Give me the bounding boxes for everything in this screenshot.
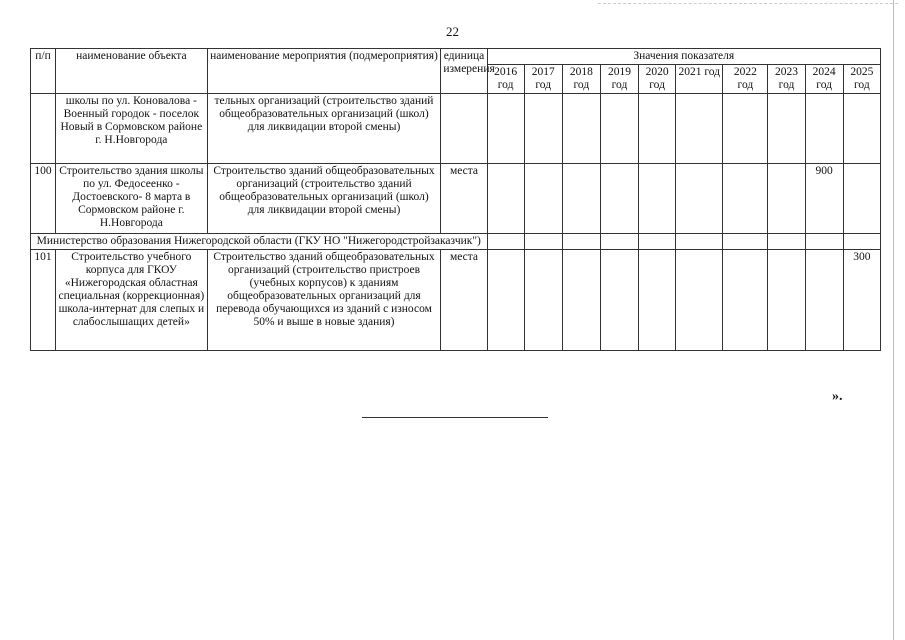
closing-mark: ».	[832, 389, 843, 404]
scan-edge-right	[893, 0, 894, 640]
value-cell	[843, 164, 880, 234]
value-cell	[768, 250, 805, 351]
header-year: 2016 год	[487, 65, 524, 94]
value-cell	[524, 94, 562, 164]
value-cell	[562, 250, 600, 351]
value-cell	[723, 250, 768, 351]
value-cell	[768, 164, 805, 234]
table-row	[31, 164, 881, 234]
row-num: 100	[31, 164, 56, 234]
value-cell	[676, 234, 723, 250]
value-cell	[676, 94, 723, 164]
unit-cell: места	[441, 250, 487, 351]
table-row	[31, 94, 881, 164]
row-num: 101	[31, 250, 56, 351]
value-cell	[805, 250, 843, 351]
header-year: 2020 год	[639, 65, 676, 94]
header-object: наименование объекта	[56, 49, 208, 94]
header-year: 2022 год	[723, 65, 768, 94]
value-cell	[487, 164, 524, 234]
action-name: тельных организаций (строительство зданий общеобразовательных организаций (школ) для ликвидации второй смены)	[207, 94, 441, 164]
action-name: Строительство зданий общеобразовательных организаций (строительство пристроев (учебных корпусов) к зданиям общеобразовательных организаций для перевода обучающихся из зданий с износом 50% и выше в новые здания)	[207, 250, 441, 351]
object-name: Строительство учебного корпуса для ГКОУ «Нижегородская областная специальная (коррекционная) школа-интернат для слепых и слабослышащих детей»	[56, 250, 208, 351]
value-cell	[600, 234, 638, 250]
value-cell	[487, 94, 524, 164]
value-cell	[676, 250, 723, 351]
header-year: 2021 год	[676, 65, 723, 94]
object-name: школы по ул. Коновалова - Военный городок - поселок Новый в Сормовском районе г. Н.Новгорода	[56, 94, 208, 164]
value-cell	[600, 94, 638, 164]
value-cell	[562, 164, 600, 234]
header-action: наименование мероприятия (подмероприятия)	[207, 49, 441, 94]
unit-cell	[441, 94, 487, 164]
value-cell	[524, 250, 562, 351]
table-header	[31, 49, 881, 94]
header-year: 2023 год	[768, 65, 805, 94]
page-number: 22	[446, 24, 459, 39]
scan-edge-top	[598, 3, 898, 4]
value-cell	[805, 234, 843, 250]
header-year: 2025 год	[843, 65, 880, 94]
value-cell	[524, 234, 562, 250]
table-section-row	[31, 234, 881, 250]
value-cell	[562, 94, 600, 164]
header-num: п/п	[31, 49, 56, 94]
value-cell	[768, 234, 805, 250]
action-name: Строительство зданий общеобразовательных организаций (строительство зданий общеобразовательных организаций (школ) для ликвидации второй смены)	[207, 164, 441, 234]
header-year: 2019 год	[600, 65, 638, 94]
value-cell	[600, 250, 638, 351]
value-cell: 900	[805, 164, 843, 234]
unit-cell: места	[441, 164, 487, 234]
object-name: Строительство здания школы по ул. Федосеенко - Достоевского- 8 марта в Сормовском районе г. Н.Новгорода	[56, 164, 208, 234]
value-cell	[639, 94, 676, 164]
header-year: 2017 год	[524, 65, 562, 94]
value-cell	[723, 94, 768, 164]
header-year: 2018 год	[562, 65, 600, 94]
value-cell	[562, 234, 600, 250]
ministry-section: Министерство образования Нижегородской области (ГКУ НО "Нижегородстройзаказчик")	[31, 234, 488, 250]
value-cell	[843, 94, 880, 164]
value-cell	[487, 234, 524, 250]
value-cell	[723, 164, 768, 234]
row-num	[31, 94, 56, 164]
value-cell: 300	[843, 250, 880, 351]
table-row	[31, 250, 881, 351]
value-cell	[639, 234, 676, 250]
header-year: 2024 год	[805, 65, 843, 94]
value-cell	[524, 164, 562, 234]
value-cell	[600, 164, 638, 234]
header-unit: единица измерения	[441, 49, 487, 94]
indicator-table	[30, 48, 881, 351]
value-cell	[723, 234, 768, 250]
value-cell	[487, 250, 524, 351]
value-cell	[805, 94, 843, 164]
value-cell	[639, 250, 676, 351]
value-cell	[639, 164, 676, 234]
end-divider	[362, 417, 548, 418]
value-cell	[843, 234, 880, 250]
value-cell	[768, 94, 805, 164]
value-cell	[676, 164, 723, 234]
header-values-group: Значения показателя	[487, 49, 880, 65]
